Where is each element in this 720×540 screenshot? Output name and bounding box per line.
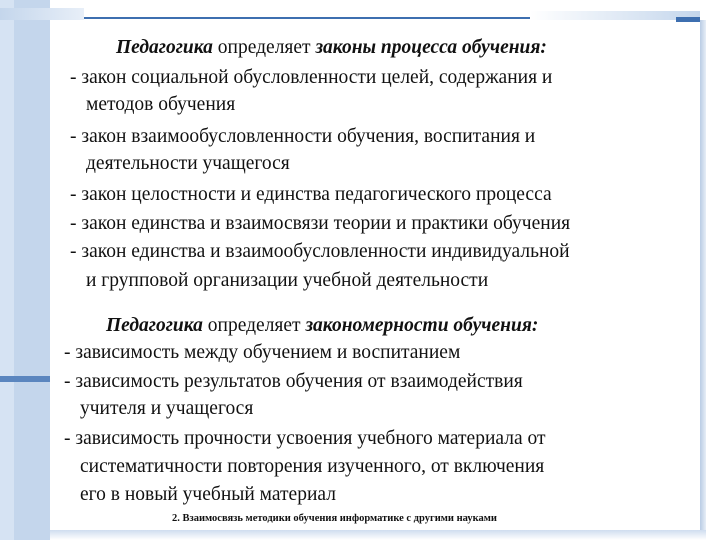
section1-item-5-line-1: - закон единства и взаимообусловленности индивидуальной	[70, 241, 570, 262]
section1-heading-subject: Педагогика	[116, 37, 213, 58]
section2-item-2-line-1: - зависимость результатов обучения от взаимодействия	[64, 371, 523, 392]
section1-item-2-line-2: деятельности учащегося	[86, 153, 290, 174]
section2-heading-verb: определяет	[207, 315, 301, 336]
left-decorative-strip-inner	[0, 0, 14, 540]
top-left-gradient	[0, 8, 84, 20]
section2-item-3-line-2: систематичности повторения изученного, от включения	[80, 456, 545, 477]
section2-item-3-line-3: его в новый учебный материал	[80, 484, 336, 505]
section2-heading	[106, 312, 538, 339]
top-right-gradient	[530, 11, 700, 20]
section2-item-2-line-2: учителя и учащегося	[80, 398, 254, 419]
bottom-shadow	[50, 530, 706, 540]
right-shadow	[700, 20, 706, 540]
section1-item-3: - закон целостности и единства педагогического процесса	[70, 184, 552, 205]
section1-item-1-text: - закон социальной обусловленности целей, содержания и	[70, 67, 553, 88]
section1-heading	[116, 34, 547, 61]
slide-footer: 2. Взаимосвязь методики обучения информатике с другими науками	[172, 513, 497, 524]
left-accent-bar	[0, 376, 50, 382]
section1-item-4: - закон единства и взаимосвязи теории и практики обучения	[70, 213, 571, 234]
section2-item-3-line-1: - зависимость прочности усвоения учебного материала от	[64, 428, 546, 449]
section2-heading-subject: Педагогика	[106, 315, 203, 336]
section1-item-1-line-1	[70, 64, 688, 91]
section1-item-5-line-2: и групповой организации учебной деятельности	[86, 270, 489, 291]
section1-item-1-line-2: методов обучения	[86, 94, 236, 115]
section1-heading-verb: определяет	[217, 37, 311, 58]
section2-heading-object: закономерности обучения:	[305, 315, 539, 336]
section2-item-1: - зависимость между обучением и воспитанием	[64, 342, 461, 363]
section1-item-2-line-1: - закон взаимообусловленности обучения, воспитания и	[70, 126, 536, 147]
top-rule-end	[676, 17, 700, 22]
section1-heading-object: законы процесса обучения:	[315, 37, 547, 58]
